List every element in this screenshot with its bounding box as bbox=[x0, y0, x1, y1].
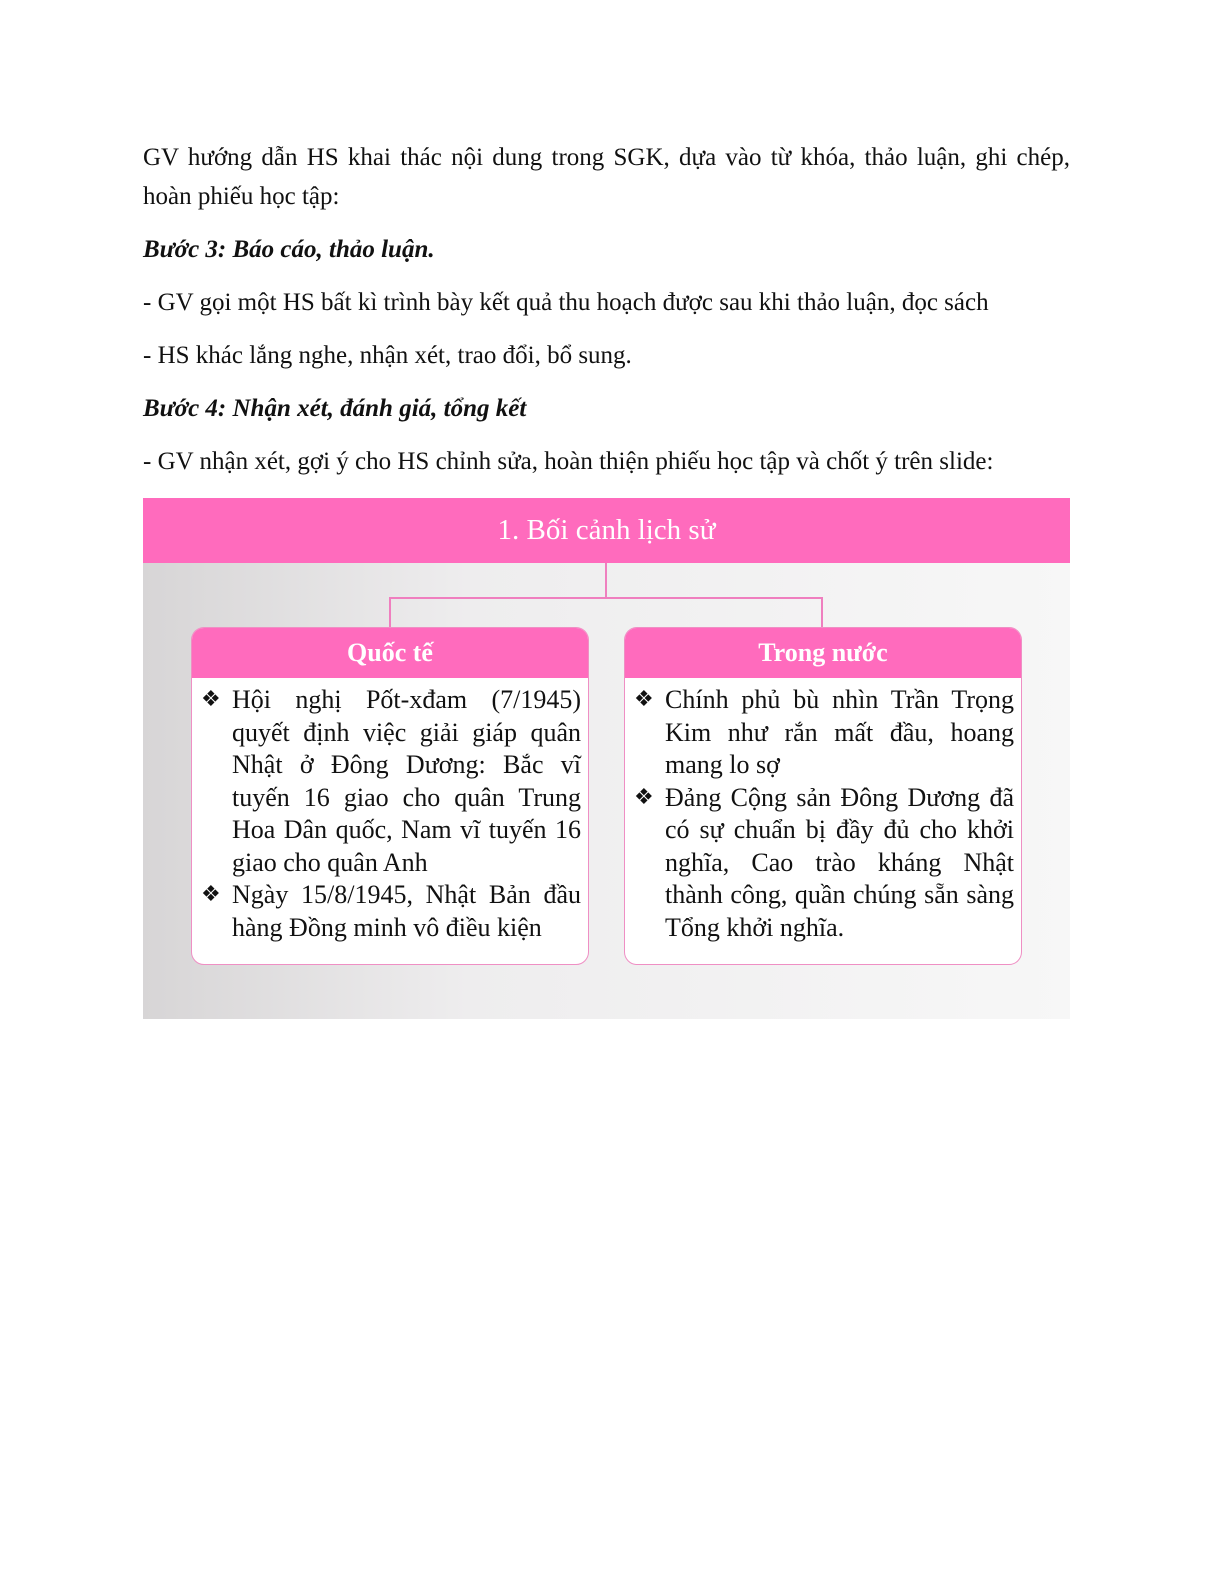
bullet-text: Hội nghị Pốt-xđam (7/1945) quyết định việc giải giáp quân Nhật ở Đông Dương: Bắc vĩ tuyến 16 giao cho quân Trung Hoa Dân quốc, Nam vĩ tuyến 16 giao cho quân Anh bbox=[232, 685, 581, 877]
step3-line-2: - HS khác lắng nghe, nhận xét, trao đổi, bổ sung. bbox=[143, 342, 632, 369]
bullet-text: Đảng Cộng sản Đông Dương đã có sự chuẩn bị đầy đủ cho khởi nghĩa, Cao trào kháng Nhật thành công, quần chúng sẵn sàng Tổng khởi nghĩa. bbox=[665, 782, 1014, 942]
connector-vertical-left bbox=[389, 597, 391, 628]
international-heading: Quốc tế bbox=[347, 638, 433, 667]
slide-title-bar bbox=[143, 498, 1070, 563]
document-body bbox=[143, 138, 1070, 495]
connector-horizontal bbox=[389, 597, 823, 599]
step3-heading: Bước 3: Báo cáo, thảo luận. bbox=[143, 236, 435, 263]
list-item bbox=[201, 879, 581, 944]
domestic-box-header bbox=[625, 628, 1021, 678]
domestic-box-body bbox=[625, 678, 1021, 944]
international-box bbox=[191, 627, 589, 965]
step3-line-1: - GV gọi một HS bất kì trình bày kết quả thu hoạch được sau khi thảo luận, đọc sách bbox=[143, 289, 989, 316]
domestic-heading: Trong nước bbox=[758, 638, 888, 667]
diamond-bullet-icon: ❖ bbox=[634, 784, 654, 810]
list-item bbox=[201, 684, 581, 879]
slide-title: 1. Bối cảnh lịch sử bbox=[497, 514, 716, 546]
intro-paragraph: GV hướng dẫn HS khai thác nội dung trong SGK, dựa vào từ khóa, thảo luận, ghi chép, hoàn phiếu học tập: bbox=[143, 144, 1070, 210]
slide-image bbox=[143, 498, 1070, 1019]
diamond-bullet-icon: ❖ bbox=[201, 687, 221, 712]
diamond-bullet-icon: ❖ bbox=[201, 882, 221, 907]
list-item bbox=[634, 782, 1014, 945]
list-item bbox=[634, 684, 1014, 782]
diamond-bullet-icon: ❖ bbox=[634, 687, 654, 712]
international-box-header bbox=[192, 628, 588, 678]
connector-vertical-right bbox=[821, 597, 823, 628]
connector-vertical-main bbox=[605, 563, 607, 598]
bullet-text: Ngày 15/8/1945, Nhật Bản đầu hàng Đồng minh vô điều kiện bbox=[232, 880, 581, 942]
step4-heading: Bước 4: Nhận xét, đánh giá, tổng kết bbox=[143, 395, 527, 422]
international-box-body bbox=[192, 678, 588, 944]
domestic-box bbox=[624, 627, 1022, 965]
step4-line-1: - GV nhận xét, gợi ý cho HS chỉnh sửa, hoàn thiện phiếu học tập và chốt ý trên slide: bbox=[143, 448, 994, 475]
bullet-text: Chính phủ bù nhìn Trần Trọng Kim như rắn mất đầu, hoang mang lo sợ bbox=[665, 685, 1014, 779]
